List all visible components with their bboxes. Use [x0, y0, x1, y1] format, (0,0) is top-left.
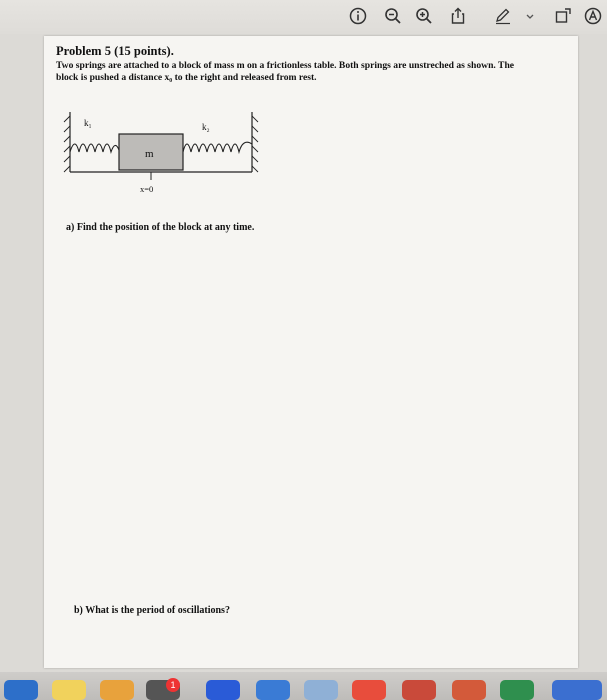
word-icon[interactable]	[256, 680, 290, 700]
zoom-in-icon[interactable]	[414, 6, 434, 26]
document-page	[44, 36, 578, 668]
app-icon[interactable]	[100, 680, 134, 700]
spring-right-label: k₂	[202, 122, 210, 132]
question-a: a) Find the position of the block at any time.	[66, 222, 255, 233]
resize-icon[interactable]	[553, 6, 573, 26]
mass-label: m	[145, 148, 154, 160]
spring-left-label: k₁	[84, 118, 92, 128]
dock	[0, 672, 607, 700]
viewer-toolbar	[0, 0, 607, 34]
problem-title: Problem 5 (15 points).	[56, 44, 174, 58]
info-icon[interactable]	[348, 6, 368, 26]
question-b: b) What is the period of oscillations?	[74, 605, 230, 616]
app-icon-dark-red[interactable]	[402, 680, 436, 700]
problem-description: Two springs are attached to a block of mass m on a frictionless table. Both springs are unstreched as shown. The block is pushed a distance x₀ to the right and released from rest.	[56, 60, 515, 83]
preview-icon[interactable]	[304, 680, 338, 700]
app-icon-green[interactable]	[500, 680, 534, 700]
zoom-out-icon[interactable]	[383, 6, 403, 26]
origin-label: x=0	[140, 184, 154, 194]
notes-icon[interactable]	[52, 680, 86, 700]
finder-icon[interactable]	[4, 680, 38, 700]
app-icon-blue[interactable]	[552, 680, 602, 700]
markup-pen-icon[interactable]	[493, 6, 513, 26]
notification-badge: 1	[166, 678, 180, 692]
mail-icon[interactable]	[206, 680, 240, 700]
spring-left	[70, 144, 119, 152]
chevron-down-icon[interactable]	[523, 6, 537, 26]
app-icon-orange[interactable]	[452, 680, 486, 700]
spring-mass-figure	[56, 102, 276, 202]
share-icon[interactable]	[448, 6, 468, 26]
spring-right	[183, 142, 252, 152]
app-icon-red[interactable]	[352, 680, 386, 700]
markup-circle-icon[interactable]	[583, 6, 603, 26]
